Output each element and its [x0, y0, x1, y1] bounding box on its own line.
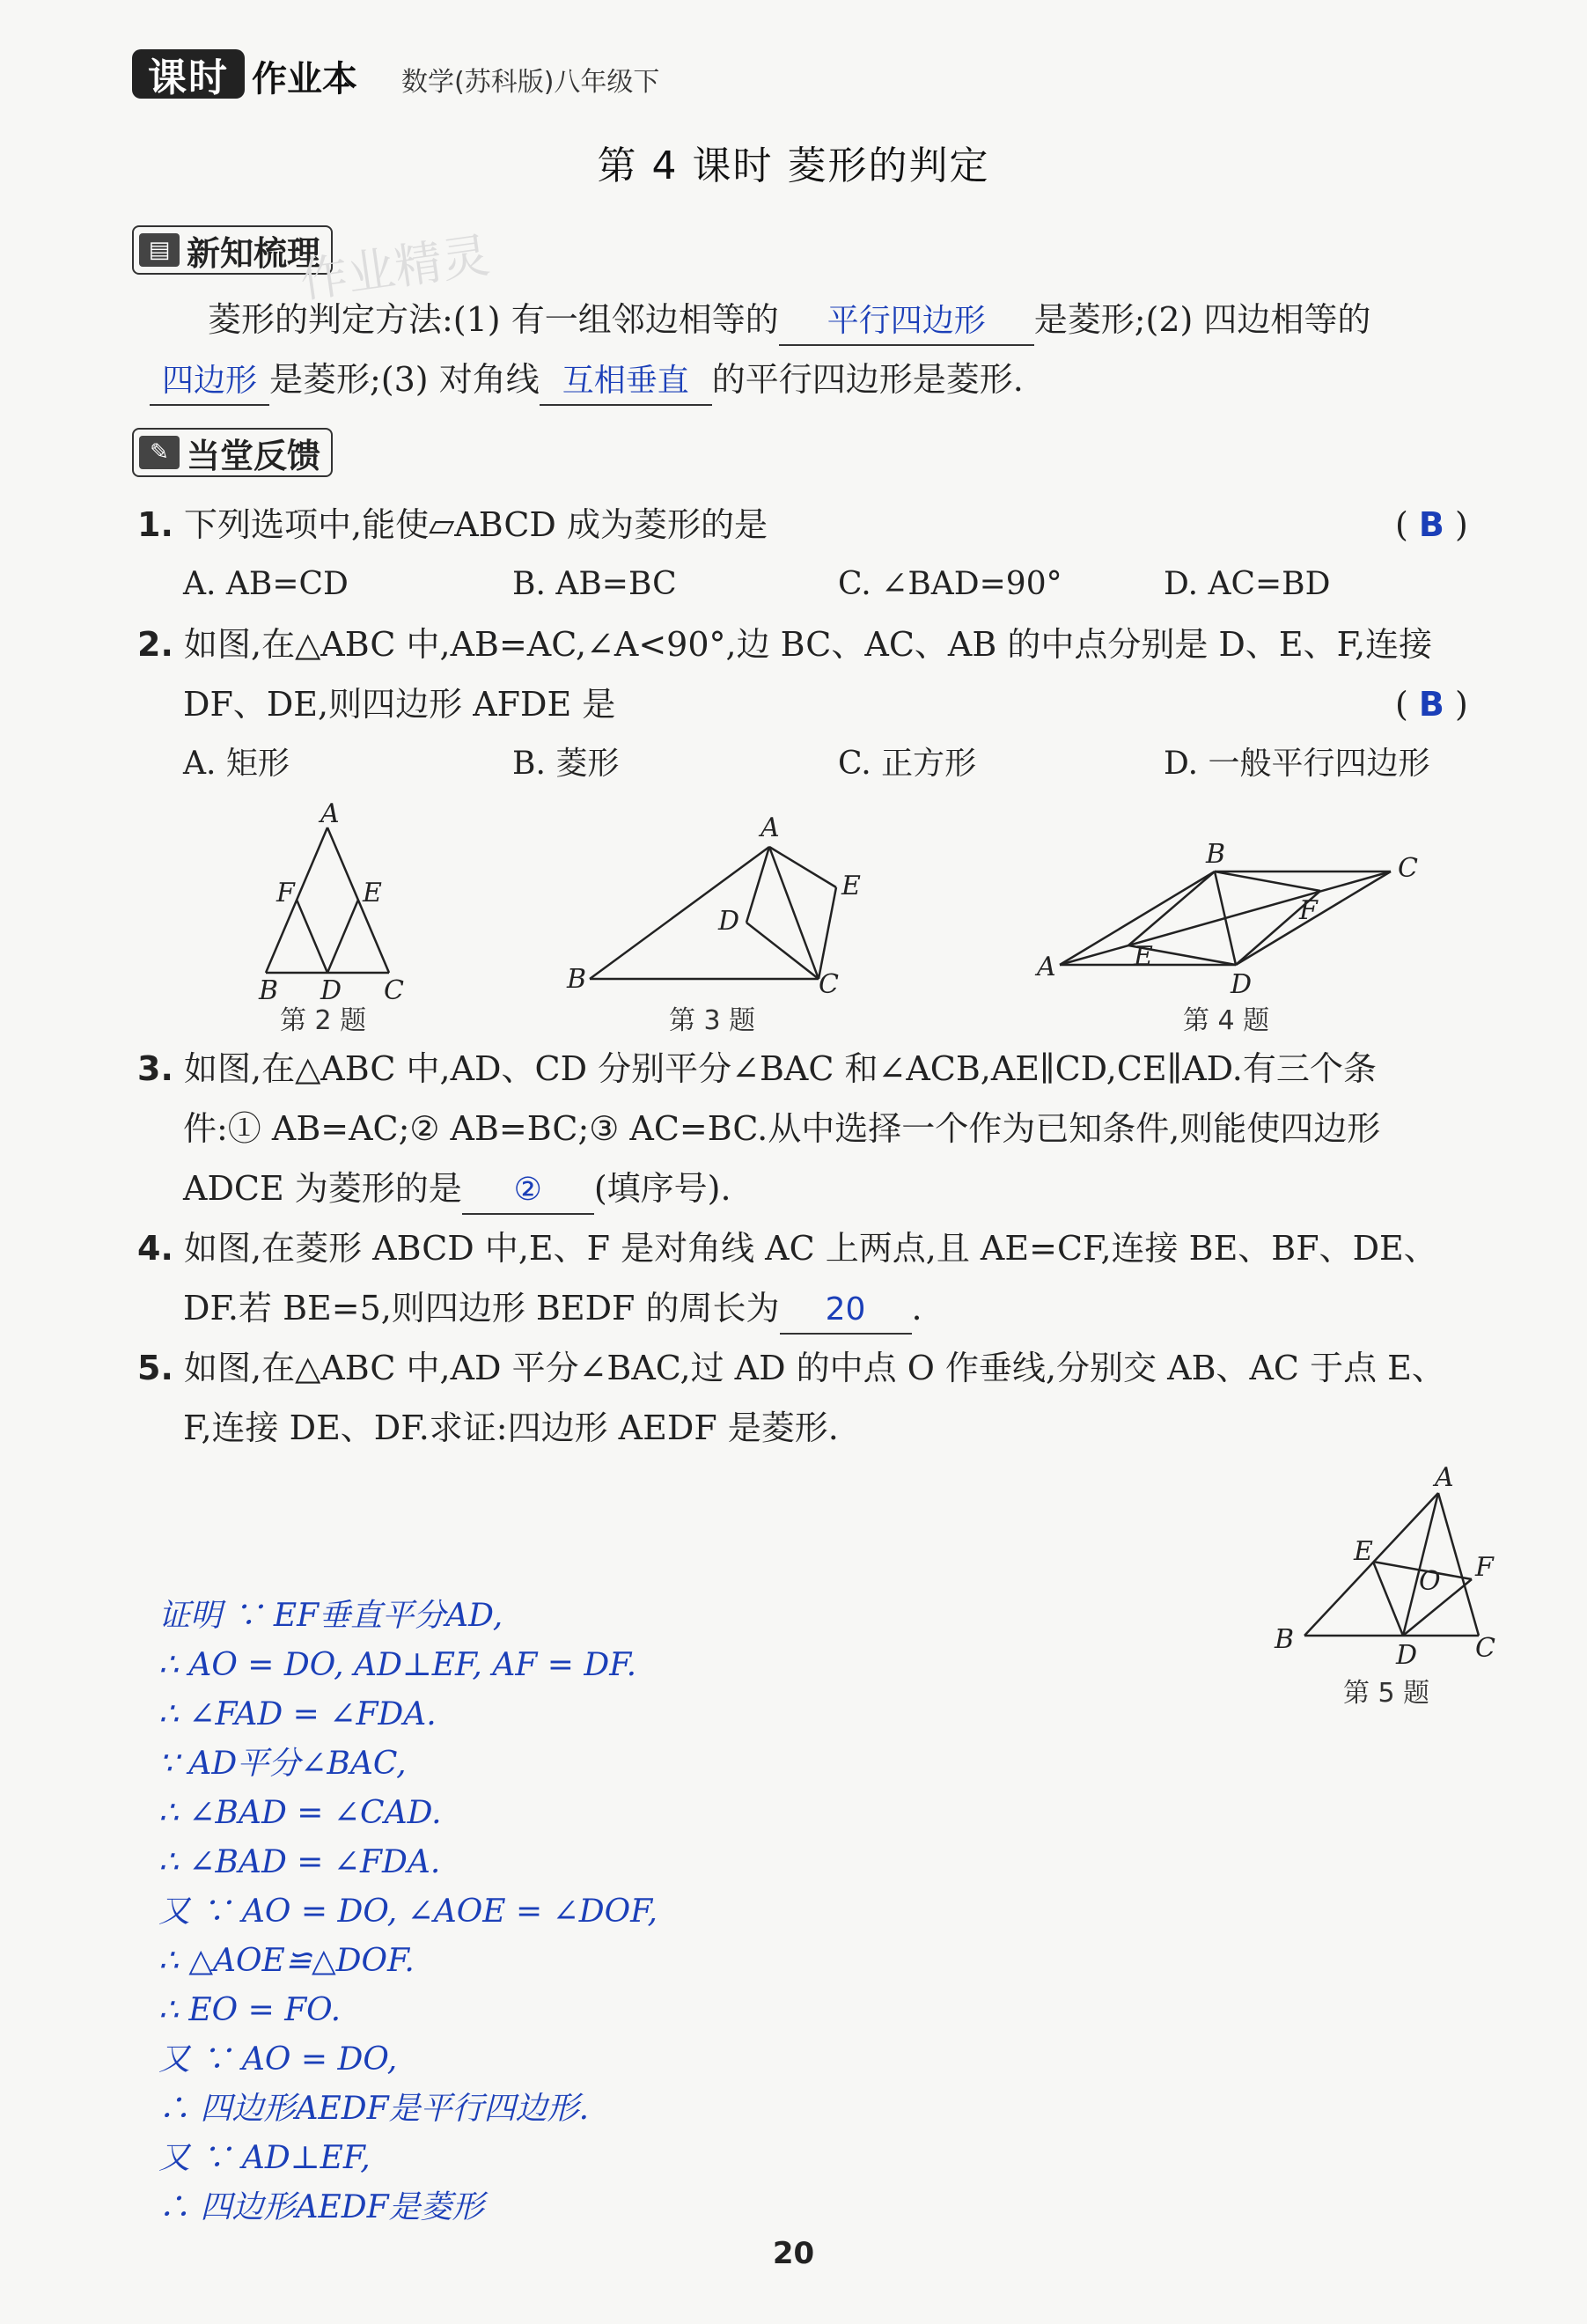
choice-answer: B: [1418, 685, 1444, 724]
label-d: D: [718, 906, 740, 937]
option-d: D. 一般平行四边形: [1164, 746, 1430, 782]
option-a: A. AB=CD: [183, 566, 349, 602]
option-c: C. 正方形: [838, 746, 977, 782]
text: 是菱形;(3) 对角线: [269, 360, 540, 399]
label-d: D: [1231, 969, 1253, 1000]
proof-line: 又 ∵ AO = DO,: [158, 2041, 398, 2078]
question-text: 如图,在△ABC 中,AB=AC,∠A<90°,边 BC、AC、AB 的中点分别是 D、E、F,连接: [183, 625, 1433, 664]
fill-line-1: [208, 295, 1370, 346]
pencil-icon: ✎: [139, 436, 180, 469]
text: .: [911, 1289, 922, 1327]
proof-line: ∵ AD平分∠BAC,: [158, 1746, 407, 1782]
label-d: D: [1396, 1640, 1418, 1671]
answer-blank-1: 平行四边形: [779, 298, 1034, 346]
question-number: 2.: [137, 625, 173, 664]
answer-blank-2: 四边形: [150, 358, 269, 406]
page-number: 20: [772, 2236, 815, 2271]
question-3-line-3: [183, 1164, 731, 1215]
brand-name: 作业本: [252, 59, 357, 99]
figure-4-caption: 第 4 题: [1183, 1005, 1270, 1036]
label-e: E: [363, 878, 382, 908]
section-heading-feedback: [132, 428, 333, 477]
text: ADCE 为菱形的是: [183, 1169, 462, 1208]
text: DF.若 BE=5,则四边形 BEDF 的周长为: [183, 1289, 780, 1327]
label-d: D: [320, 975, 342, 1004]
option-d: D. AC=BD: [1164, 566, 1331, 602]
label-a: A: [320, 801, 340, 829]
proof-line: ∴ 四边形AEDF是平行四边形.: [158, 2091, 590, 2127]
label-b: B: [259, 975, 279, 1004]
question-5-line-2: F,连接 DE、DF.求证:四边形 AEDF 是菱形.: [183, 1408, 839, 1447]
label-c: C: [1475, 1633, 1495, 1664]
answer-bracket-2: ( B ): [1395, 685, 1468, 724]
question-number: 3.: [137, 1049, 173, 1088]
proof-line: ∴ EO = FO.: [158, 1992, 342, 2028]
fill-line-2: [150, 355, 1024, 406]
label-o: O: [1419, 1566, 1441, 1597]
label-f: F: [1299, 895, 1318, 926]
proof-line: 又 ∵ AO = DO, ∠AOE = ∠DOF,: [158, 1894, 658, 1930]
question-3: [137, 1044, 1377, 1093]
figure-2-caption: 第 2 题: [280, 1005, 367, 1036]
question-5: [137, 1343, 1445, 1393]
question-text: 如图,在菱形 ABCD 中,E、F 是对角线 AC 上两点,且 AE=CF,连接 BE、BF、DE、: [183, 1229, 1437, 1268]
answer-bracket-1: ( B ): [1395, 505, 1468, 544]
proof-line: 又 ∵ AD⊥EF,: [158, 2140, 371, 2176]
answer-blank-q4: 20: [780, 1287, 912, 1335]
label-a: A: [1435, 1462, 1454, 1493]
label-e: E: [1134, 941, 1153, 972]
text: 的平行四边形是菱形.: [711, 360, 1024, 399]
proof-line: 证明 ∵ EF垂直平分AD,: [158, 1598, 503, 1634]
question-2-line-2: DF、DE,则四边形 AFDE 是: [183, 685, 616, 724]
question-4: [137, 1224, 1437, 1273]
figure-5-caption: 第 5 题: [1343, 1678, 1430, 1709]
label-c: C: [384, 975, 404, 1004]
answer-blank-3: 互相垂直: [540, 358, 712, 406]
section-title: 当堂反馈: [187, 436, 321, 475]
logo: 课时: [132, 49, 245, 99]
option-a: A. 矩形: [183, 746, 290, 782]
choice-answer: B: [1418, 505, 1444, 544]
question-text: 如图,在△ABC 中,AD 平分∠BAC,过 AD 的中点 O 作垂线,分别交 AB、AC 于点 E、: [183, 1349, 1445, 1387]
watermark: 作业精灵: [297, 227, 493, 309]
proof-line: ∴ ∠BAD = ∠CAD.: [158, 1795, 442, 1831]
proof-line: ∴ ∠FAD = ∠FDA.: [158, 1696, 437, 1732]
question-text: 如图,在△ABC 中,AD、CD 分别平分∠BAC 和∠ACB,AE∥CD,CE∥AD.有三个条: [183, 1049, 1377, 1088]
section-title: 新知梳理: [187, 233, 321, 273]
answer-blank-q3: ②: [462, 1167, 594, 1215]
label-f: F: [1475, 1552, 1494, 1583]
question-3-line-2: 件:① AB=AC;② AB=BC;③ AC=BC.从中选择一个作为已知条件,则能使四边形: [183, 1109, 1381, 1148]
label-a: A: [760, 813, 780, 843]
book-icon: ▤: [139, 233, 180, 267]
label-e: E: [1354, 1536, 1373, 1567]
proof-line: ∴ AO = DO, AD⊥EF, AF = DF.: [158, 1647, 637, 1683]
proof-line: ∴ △AOE≌△DOF.: [158, 1943, 415, 1979]
label-b: B: [1206, 839, 1226, 870]
option-b: B. 菱形: [512, 746, 620, 782]
label-e: E: [841, 871, 861, 901]
figure-4: [1030, 836, 1435, 1004]
proof-line: ∴ ∠BAD = ∠FDA.: [158, 1844, 441, 1880]
option-b: B. AB=BC: [512, 566, 677, 602]
option-c: C. ∠BAD=90°: [838, 566, 1062, 602]
figure-3: [563, 810, 871, 1004]
label-b: B: [567, 964, 587, 995]
question-number: 5.: [137, 1349, 173, 1387]
question-1: [137, 500, 768, 549]
text: (填序号).: [593, 1169, 731, 1208]
figure-2: [246, 801, 422, 1004]
label-b: B: [1275, 1624, 1295, 1655]
figure-3-caption: 第 3 题: [669, 1005, 756, 1036]
proof-line: ∴ 四边形AEDF是菱形: [158, 2189, 484, 2225]
subject-label: 数学(苏科版)八年级下: [401, 67, 660, 98]
label-c: C: [1398, 853, 1418, 884]
lesson-title: 第 4 课时 菱形的判定: [597, 143, 990, 188]
text: 菱形的判定方法:(1) 有一组邻边相等的: [208, 300, 779, 339]
question-number: 1.: [137, 505, 173, 544]
label-c: C: [819, 969, 839, 1000]
label-a: A: [1037, 952, 1056, 982]
question-2: [137, 620, 1432, 669]
label-f: F: [276, 878, 295, 908]
text: 是菱形;(2) 四边相等的: [1033, 300, 1371, 339]
figure-5: [1267, 1461, 1496, 1681]
question-number: 4.: [137, 1229, 173, 1268]
question-text: 下列选项中,能使▱ABCD 成为菱形的是: [183, 505, 768, 544]
question-4-line-2: [183, 1283, 922, 1335]
